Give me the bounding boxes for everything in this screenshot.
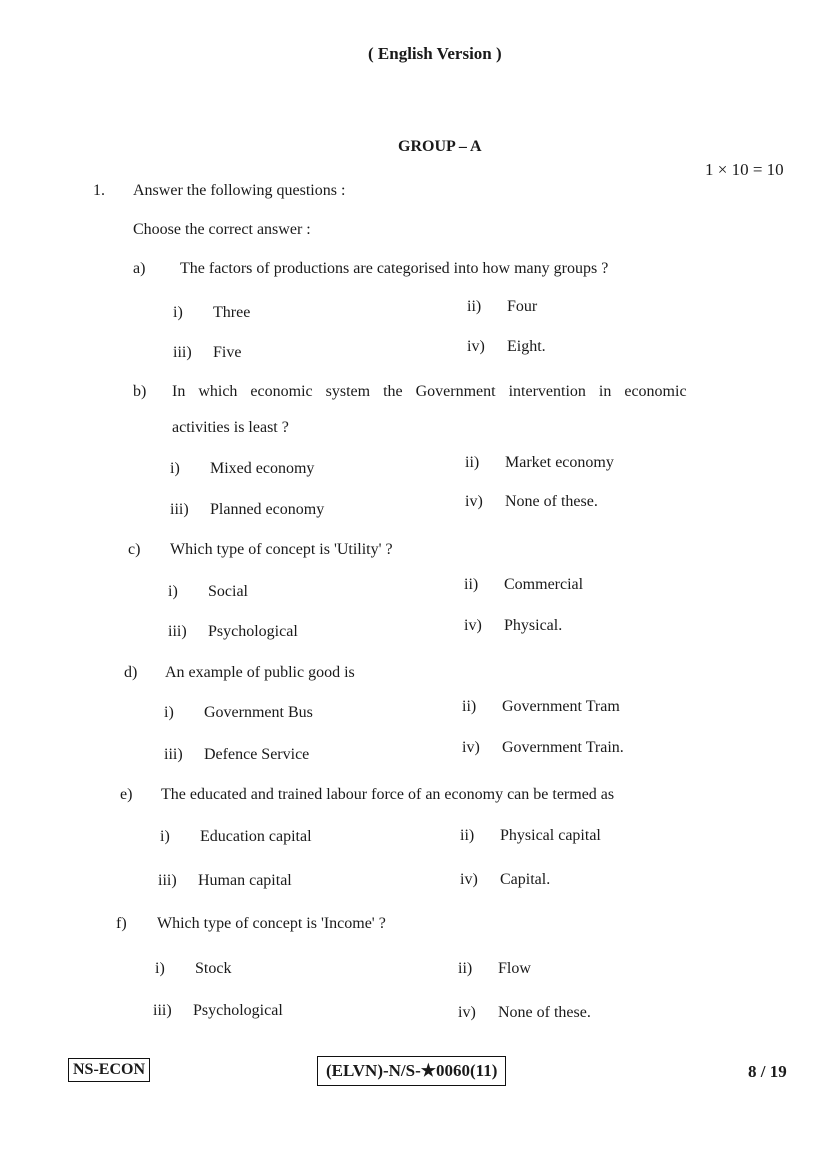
- sub-instruction: Choose the correct answer :: [133, 221, 311, 238]
- instruction: Answer the following questions :: [133, 182, 346, 199]
- option-number: ii): [462, 698, 477, 715]
- question-c: [0, 541, 827, 671]
- option-text: Eight.: [507, 338, 546, 355]
- option-text: Commercial: [504, 576, 584, 593]
- question-text: An example of public good is: [165, 664, 355, 681]
- option-number: iii): [153, 1002, 172, 1019]
- option-number: ii): [464, 576, 479, 593]
- question-d: [0, 664, 827, 794]
- option-number: iv): [465, 493, 483, 510]
- marks: 1 × 10 = 10: [705, 160, 784, 179]
- option-number: iv): [460, 871, 478, 888]
- question-text-continued: activities is least ?: [172, 419, 289, 436]
- question-label: e): [120, 786, 133, 803]
- question-label: d): [124, 664, 138, 681]
- option-number: ii): [467, 298, 482, 315]
- option-number: ii): [465, 454, 480, 471]
- subject-code-box: NS-ECON: [68, 1058, 150, 1082]
- question-label: b): [133, 383, 147, 400]
- option-text: None of these.: [505, 493, 598, 510]
- option-number: iv): [467, 338, 485, 355]
- option-text: Planned economy: [210, 501, 325, 518]
- option-number: iii): [170, 501, 189, 518]
- option-number: i): [170, 460, 180, 477]
- option-text: Five: [213, 344, 242, 361]
- question-text: The factors of productions are categorised into how many groups ?: [180, 260, 609, 277]
- option-number: iii): [168, 623, 187, 640]
- option-text: Capital.: [500, 871, 551, 888]
- option-number: iii): [173, 344, 192, 361]
- option-number: i): [168, 583, 178, 600]
- option-text: Government Train.: [502, 739, 624, 756]
- question-e: [0, 786, 827, 916]
- option-text: Defence Service: [204, 746, 310, 763]
- option-text: None of these.: [498, 1004, 591, 1021]
- group-heading: GROUP – A: [398, 138, 482, 155]
- question-label: f): [116, 915, 127, 932]
- option-number: iv): [464, 617, 482, 634]
- option-text: Stock: [195, 960, 232, 977]
- option-number: i): [155, 960, 165, 977]
- option-text: Physical.: [504, 617, 563, 634]
- option-text: Flow: [498, 960, 531, 977]
- option-text: Mixed economy: [210, 460, 315, 477]
- option-text: Physical capital: [500, 827, 601, 844]
- question-text: In which economic system the Government intervention in economic: [172, 383, 687, 400]
- question-label: c): [128, 541, 141, 558]
- option-text: Market economy: [505, 454, 614, 471]
- option-text: Government Bus: [204, 704, 313, 721]
- version-heading: ( English Version ): [368, 44, 502, 63]
- option-number: i): [173, 304, 183, 321]
- page-number: 8 / 19: [748, 1062, 787, 1081]
- option-text: Education capital: [200, 828, 312, 845]
- option-number: ii): [458, 960, 473, 977]
- option-text: Four: [507, 298, 538, 315]
- option-text: Psychological: [208, 623, 298, 640]
- option-number: ii): [460, 827, 475, 844]
- question-label: a): [133, 260, 146, 277]
- option-number: i): [164, 704, 174, 721]
- question-number: 1.: [93, 182, 105, 199]
- option-text: Three: [213, 304, 251, 321]
- question-text: Which type of concept is 'Utility' ?: [170, 541, 393, 558]
- question-a: [0, 260, 827, 390]
- question-text: Which type of concept is 'Income' ?: [157, 915, 386, 932]
- option-number: iii): [158, 872, 177, 889]
- option-number: iii): [164, 746, 183, 763]
- option-number: i): [160, 828, 170, 845]
- question-text: The educated and trained labour force of an economy can be termed as: [161, 786, 615, 803]
- option-text: Human capital: [198, 872, 292, 889]
- question-b: [0, 383, 827, 518]
- question-f: [0, 915, 827, 1045]
- option-text: Psychological: [193, 1002, 283, 1019]
- option-number: iv): [458, 1004, 476, 1021]
- paper-code-box: (ELVN)-N/S-★0060(11): [317, 1056, 506, 1086]
- option-text: Social: [208, 583, 248, 600]
- option-number: iv): [462, 739, 480, 756]
- option-text: Government Tram: [502, 698, 620, 715]
